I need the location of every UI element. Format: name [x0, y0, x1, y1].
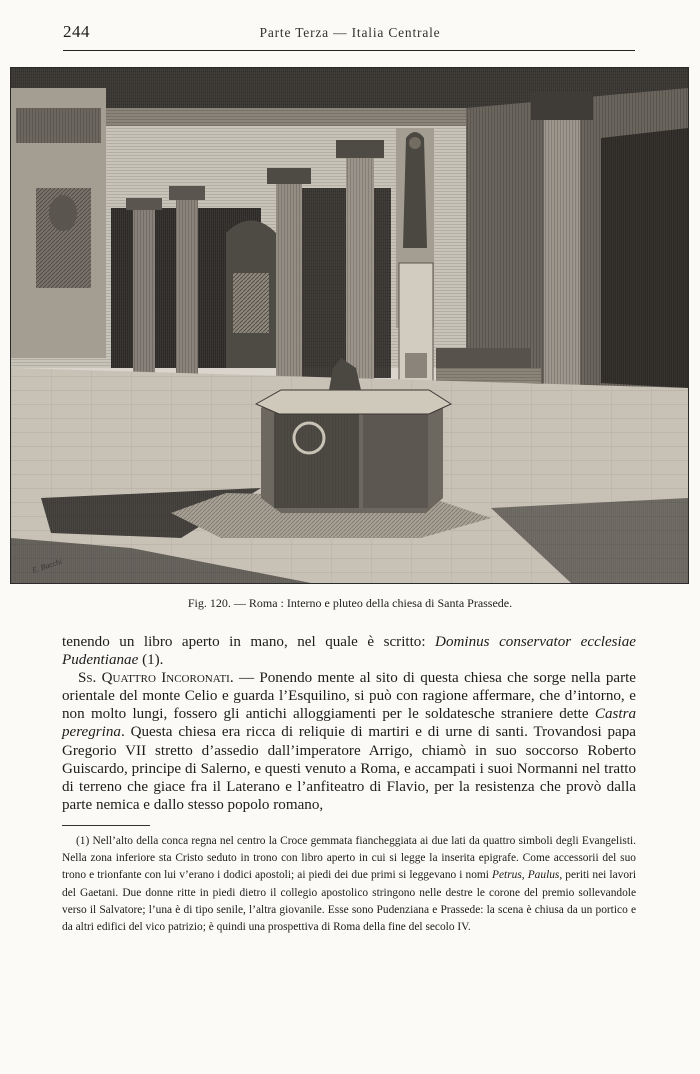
caption-text: Roma : Interno e pluteo della chiesa di Santa Prassede.: [248, 596, 513, 610]
engraving-figure: [10, 67, 689, 584]
quoted-inscription: Dominus conservator ecclesiae Pudentianae: [62, 634, 636, 669]
church-interior-engraving: [11, 68, 688, 583]
footnote-reference: (1).: [138, 652, 164, 669]
caption-prefix: Fig. 120. —: [187, 596, 249, 610]
footnote-italic-names: Petrus, Paulus,: [492, 869, 563, 882]
footnote-rule: [62, 825, 150, 826]
section-heading: Ss. Quattro Incoronati.: [78, 670, 234, 687]
footnote: (1) Nell’alto della conca regna nel centro la Croce gemmata fiancheggiata ai due lati da quattro simboli degli Evangelisti. Nella zona inferiore sta Cristo seduto in trono con libro aperto in cui si legge la inserita epigrafe. Come accessorii del suo trono e trionfante con lui v’erano i dodici apostoli; ai piedi dei due primi si leggevano i nomi Petrus, Paulus, periti nei lavori del Gaetani. Due donne ritte in piedi dietro il collegio apostolico stringono nelle destre le corone del premio sollevandole verso il Salvatore; l’una è di tipo senile, l’altra giovanile. Esse sono Pudenziana e Prassede: la scena è chiusa da un portico e da altri edifici del vico patrizio; è quindi una prospettiva di Roma della fine del secolo IV.: [62, 835, 636, 934]
paragraph: tenendo un libro aperto in mano, nel quale è scritto: Dominus conservator ecclesiae Pudentianae (1).: [62, 634, 636, 669]
figure-caption: [0, 596, 700, 611]
body-text: [62, 633, 636, 814]
latin-term: Castra peregrina: [62, 706, 636, 741]
page-number: 244: [63, 22, 90, 41]
header-rule: [63, 50, 635, 51]
paragraph: Ss. Quattro Incoronati. — Ponendo mente al sito di questa chiesa che sorge nella parte orientale del monte Celio e guarda l’Esquilino, si può con ragione affermare, che d’intorno, e non molto lungi, fossero gli antichi alloggiamenti per le soldatesche straniere dette Castra peregrina. Questa chiesa era ricca di reliquie di martiri e di urne di santi. Trovandosi papa Gregorio VII stretto d’assedio dall’imperatore Arrigo, chiamò in suo soccorso Roberto Guiscardo, principe di Salerno, e questi venuto a Roma, e accampati i suoi Normanni nel tratto di terreno che giace fra il Laterano e l’anfiteatro di Flavio, per la resistenza che provò dalla parte nemica e dallo stesso popolo romano,: [62, 670, 636, 813]
engraver-signature: E. Bacchi: [30, 556, 64, 575]
running-title: Parte Terza — Italia Centrale: [259, 25, 441, 40]
